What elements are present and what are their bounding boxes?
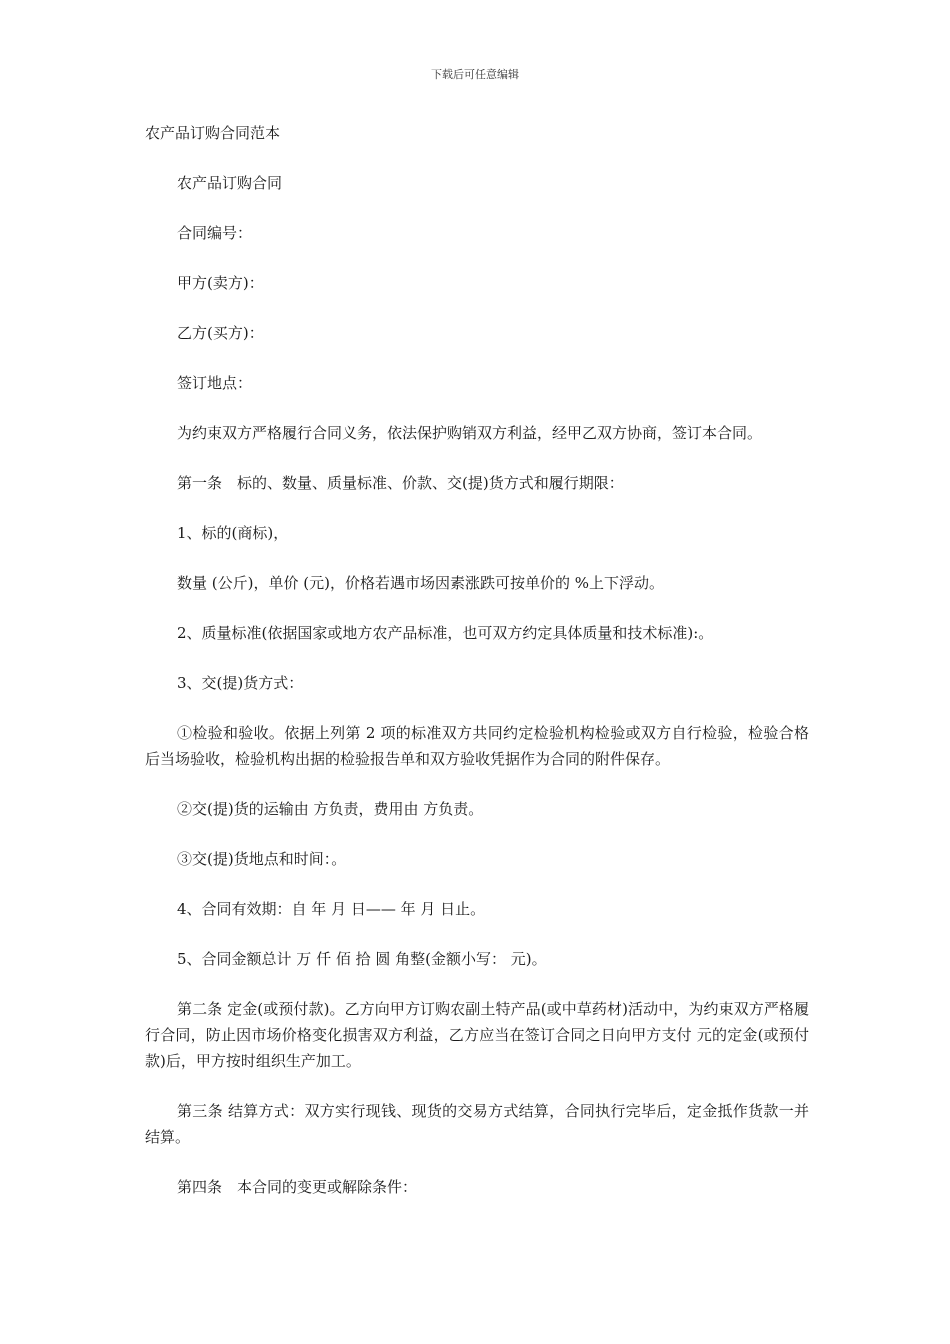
- paragraph-party-a: 甲方(卖方)：: [177, 274, 264, 292]
- paragraph-contract-heading: 农产品订购合同: [177, 174, 283, 192]
- paragraph-item-2: 2、质量标准(依据国家或地方农产品标准，也可双方约定具体质量和技术标准):。: [177, 624, 714, 642]
- paragraph-party-b: 乙方(买方)：: [177, 324, 264, 342]
- document-body: [145, 120, 809, 1224]
- paragraph-article-1: 第一条 标的、数量、质量标准、价款、交(提)货方式和履行期限：: [177, 474, 624, 492]
- paragraph-item-4: 4、合同有效期：自 年 月 日—— 年 月 日止。: [177, 900, 486, 918]
- paragraph-contract-number: 合同编号：: [177, 224, 253, 242]
- paragraph-item-3: 3、交(提)货方式：: [177, 674, 304, 692]
- paragraph-quantity-price: 数量 (公斤)，单价 (元)，价格若遇市场因素涨跌可按单价的 %上下浮动。: [177, 574, 664, 592]
- paragraph-inspection: ①检验和验收。依据上列第 2 项的标准双方共同约定检验机构检验或双方自行检验，检验合格后当场验收，检验机构出据的检验报告单和双方验收凭据作为合同的附件保存。: [145, 724, 809, 768]
- paragraph-article-3: 第三条 结算方式：双方实行现钱、现货的交易方式结算，合同执行完毕后，定金抵作货款一并结算。: [145, 1102, 809, 1146]
- paragraph-article-4: 第四条 本合同的变更或解除条件：: [177, 1178, 418, 1196]
- paragraph-transport: ②交(提)货的运输由 方负责，费用由 方负责。: [177, 800, 484, 818]
- page-header-note: 下载后可任意编辑: [431, 68, 519, 81]
- paragraph-article-2: 第二条 定金(或预付款)。乙方向甲方订购农副土特产品(或中草药材)活动中，为约束双方严格履行合同，防止因市场价格变化损害双方利益，乙方应当在签订合同之日向甲方支付 元的定金(或预付款)后，甲方按时组织生产加工。: [145, 1000, 809, 1070]
- paragraph-item-1: 1、标的(商标)，: [177, 524, 289, 542]
- paragraph-signing-place: 签订地点：: [177, 374, 253, 392]
- paragraph-preamble: 为约束双方严格履行合同义务，依法保护购销双方利益，经甲乙双方协商，签订本合同。: [177, 424, 763, 442]
- paragraph-delivery-place: ③交(提)货地点和时间：。: [177, 850, 347, 868]
- document-title: 农产品订购合同范本: [145, 124, 281, 142]
- paragraph-item-5: 5、合同金额总计 万 仟 佰 拾 圆 角整(金额小写： 元)。: [177, 950, 547, 968]
